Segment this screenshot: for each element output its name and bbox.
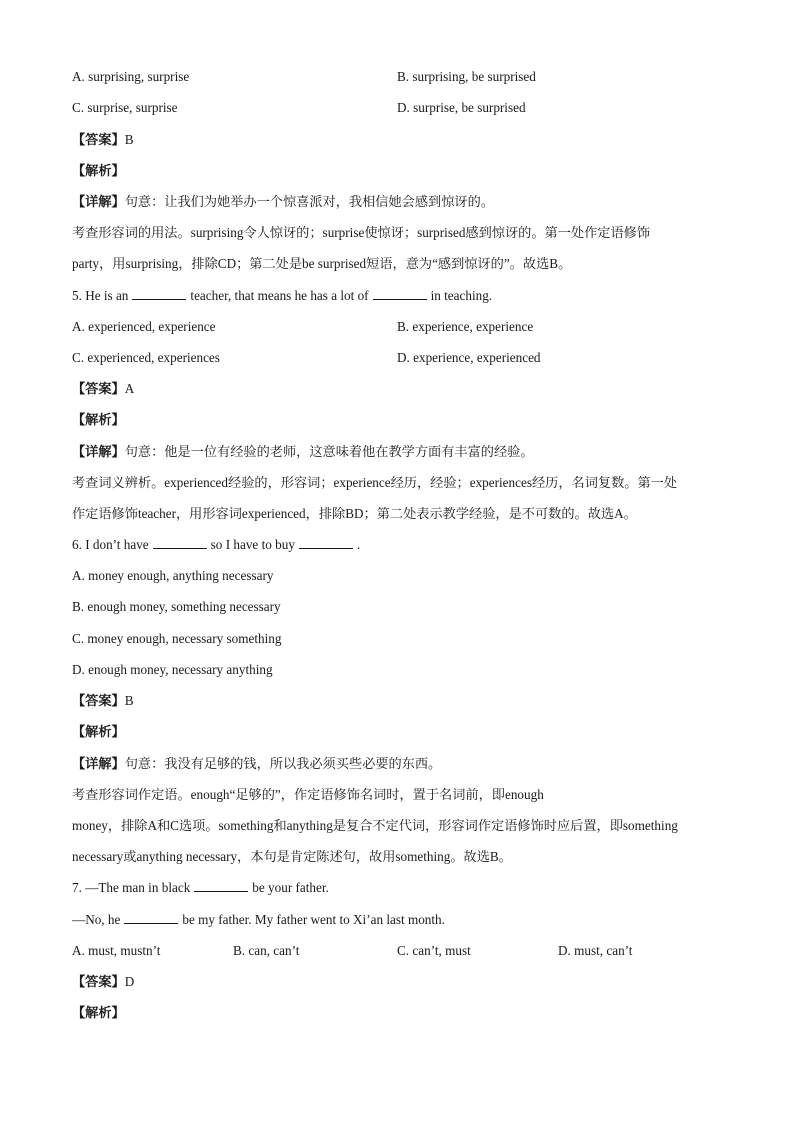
q4-option-d: D. surprise, be surprised — [397, 100, 526, 115]
q6-option-a: A. money enough, anything necessary — [72, 568, 274, 583]
detail-text: 句意：让我们为她举办一个惊喜派对，我相信她会感到惊讶的。 — [124, 194, 494, 209]
q7-option-b: B. can, can’t — [233, 943, 300, 958]
stem-part: so I have to buy — [210, 537, 295, 552]
q5-explanation-1: 考查词义辨析。experienced经验的，形容词；experience经历，经验；experiences经历，名词复数。第一处 — [72, 475, 678, 490]
q6-detail — [72, 755, 441, 773]
detail-tag: 【详解】 — [72, 756, 125, 771]
blank — [132, 287, 186, 300]
q6-option-d: D. enough money, necessary anything — [72, 662, 273, 677]
q4-option-a: A. surprising, surprise — [72, 69, 190, 84]
q7-option-c: C. can’t, must — [397, 943, 471, 958]
detail-tag: 【详解】 — [72, 444, 125, 459]
answer-tag: 【答案】 — [72, 132, 125, 147]
q5-option-c: C. experienced, experiences — [72, 350, 220, 365]
stem-part: 7. —The man in black — [72, 880, 191, 895]
q5-explanation-2: 作定语修饰teacher，用形容词experienced，排除BD；第二处表示教学经验，是不可数的。故选A。 — [72, 506, 637, 521]
answer-tag: 【答案】 — [72, 974, 125, 989]
q4-detail — [72, 193, 494, 211]
q5-detail — [72, 443, 534, 461]
q7-option-a: A. must, mustn’t — [72, 943, 161, 958]
q6-option-c: C. money enough, necessary something — [72, 631, 282, 646]
q4-explanation-2: party，用surprising，排除CD；第二处是be surprised短语，意为“感到惊讶的”。故选B。 — [72, 256, 572, 271]
q5-option-d: D. experience, experienced — [397, 350, 541, 365]
stem-part: in teaching. — [430, 288, 493, 303]
stem-part: 6. I don’t have — [72, 537, 149, 552]
q7-line-1 — [72, 879, 329, 897]
blank — [124, 911, 178, 924]
q6-option-b: B. enough money, something necessary — [72, 599, 281, 614]
answer-tag: 【答案】 — [72, 381, 125, 396]
q7-line-2 — [72, 911, 445, 929]
q5-option-b: B. experience, experience — [397, 319, 534, 334]
q4-analysis-tag: 【解析】 — [72, 163, 125, 178]
stem-part: 5. He is an — [72, 288, 129, 303]
stem-part: teacher, that means he has a lot of — [190, 288, 369, 303]
q6-explanation-3: necessary或anything necessary，本句是肯定陈述句，故用something。故选B。 — [72, 849, 512, 864]
stem-part: . — [356, 537, 361, 552]
blank — [194, 879, 248, 892]
q4-option-b: B. surprising, be surprised — [397, 69, 536, 84]
q6-analysis-tag: 【解析】 — [72, 724, 125, 739]
q5-answer — [72, 380, 134, 398]
stem-part: be your father. — [252, 880, 329, 895]
stem-part: —No, he — [72, 912, 121, 927]
detail-text: 句意：他是一位有经验的老师，这意味着他在教学方面有丰富的经验。 — [124, 444, 534, 459]
q6-stem — [72, 536, 360, 554]
answer-value: D — [124, 974, 135, 989]
q6-answer — [72, 692, 134, 710]
q6-explanation-2: money，排除A和C选项。something和anything是复合不定代词，形容词作定语修饰时应后置，即something — [72, 818, 678, 833]
stem-part: be my father. My father went to Xi’an last month. — [182, 912, 445, 927]
q7-analysis-tag: 【解析】 — [72, 1005, 125, 1020]
q7-option-d: D. must, can’t — [558, 943, 633, 958]
q5-analysis-tag: 【解析】 — [72, 412, 125, 427]
answer-value: A — [124, 381, 135, 396]
q5-stem — [72, 287, 492, 305]
q4-explanation-1: 考查形容词的用法。surprising令人惊讶的；surprise使惊讶；surprised感到惊讶的。第一处作定语修饰 — [72, 225, 651, 240]
blank — [373, 287, 427, 300]
blank — [153, 536, 207, 549]
q4-option-c: C. surprise, surprise — [72, 100, 178, 115]
blank — [299, 536, 353, 549]
detail-text: 句意：我没有足够的钱，所以我必须买些必要的东西。 — [124, 756, 442, 771]
answer-value: B — [124, 132, 134, 147]
detail-tag: 【详解】 — [72, 194, 125, 209]
answer-tag: 【答案】 — [72, 693, 125, 708]
q6-explanation-1: 考查形容词作定语。enough“足够的”，作定语修饰名词时，置于名词前，即enough — [72, 787, 544, 802]
answer-value: B — [124, 693, 134, 708]
q7-answer — [72, 973, 134, 991]
q5-option-a: A. experienced, experience — [72, 319, 216, 334]
q4-answer — [72, 131, 134, 149]
